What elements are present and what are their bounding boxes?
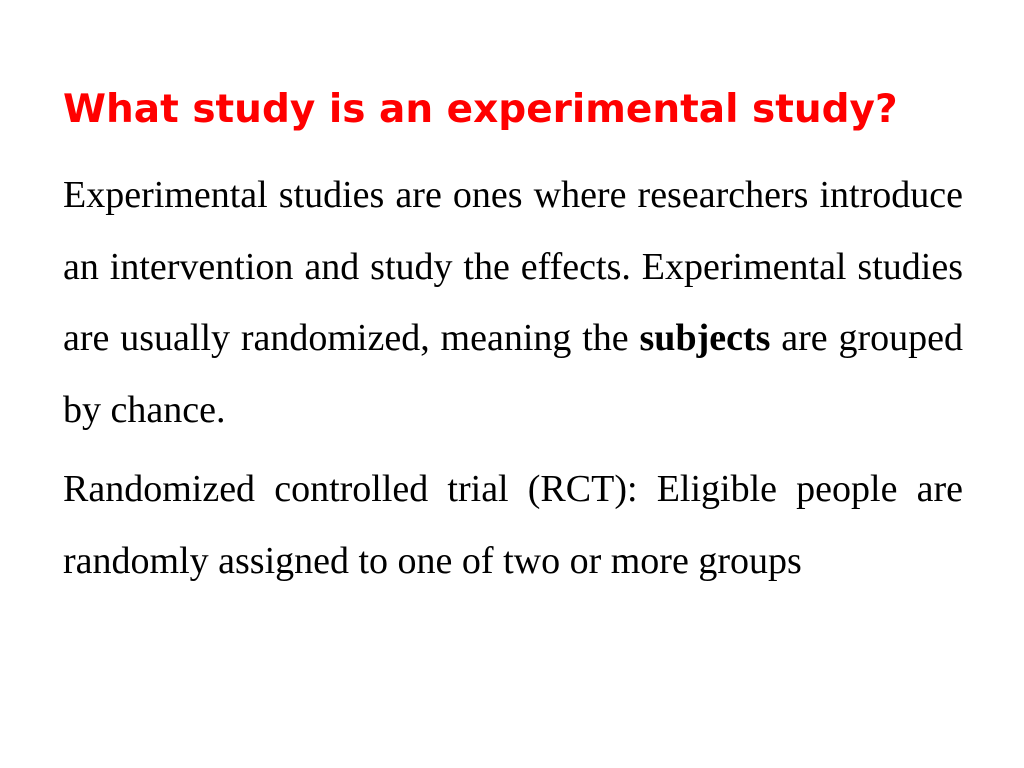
paragraph-1-text-end: are grouped by chance. <box>63 317 963 431</box>
paragraph-1-text-start: Experimental studies are ones where researchers introduce an intervention and study the effects. Experimental studies are usually randomized, meaning the <box>63 174 963 359</box>
slide-body <box>63 160 963 597</box>
slide-title: What study is an experimental study? <box>63 87 898 132</box>
paragraph-1-bold-term: subjects <box>639 317 771 359</box>
paragraph-experimental-studies <box>63 160 963 446</box>
paragraph-rct: Randomized controlled trial (RCT): Eligible people are randomly assigned to one of two or more groups <box>63 468 963 582</box>
